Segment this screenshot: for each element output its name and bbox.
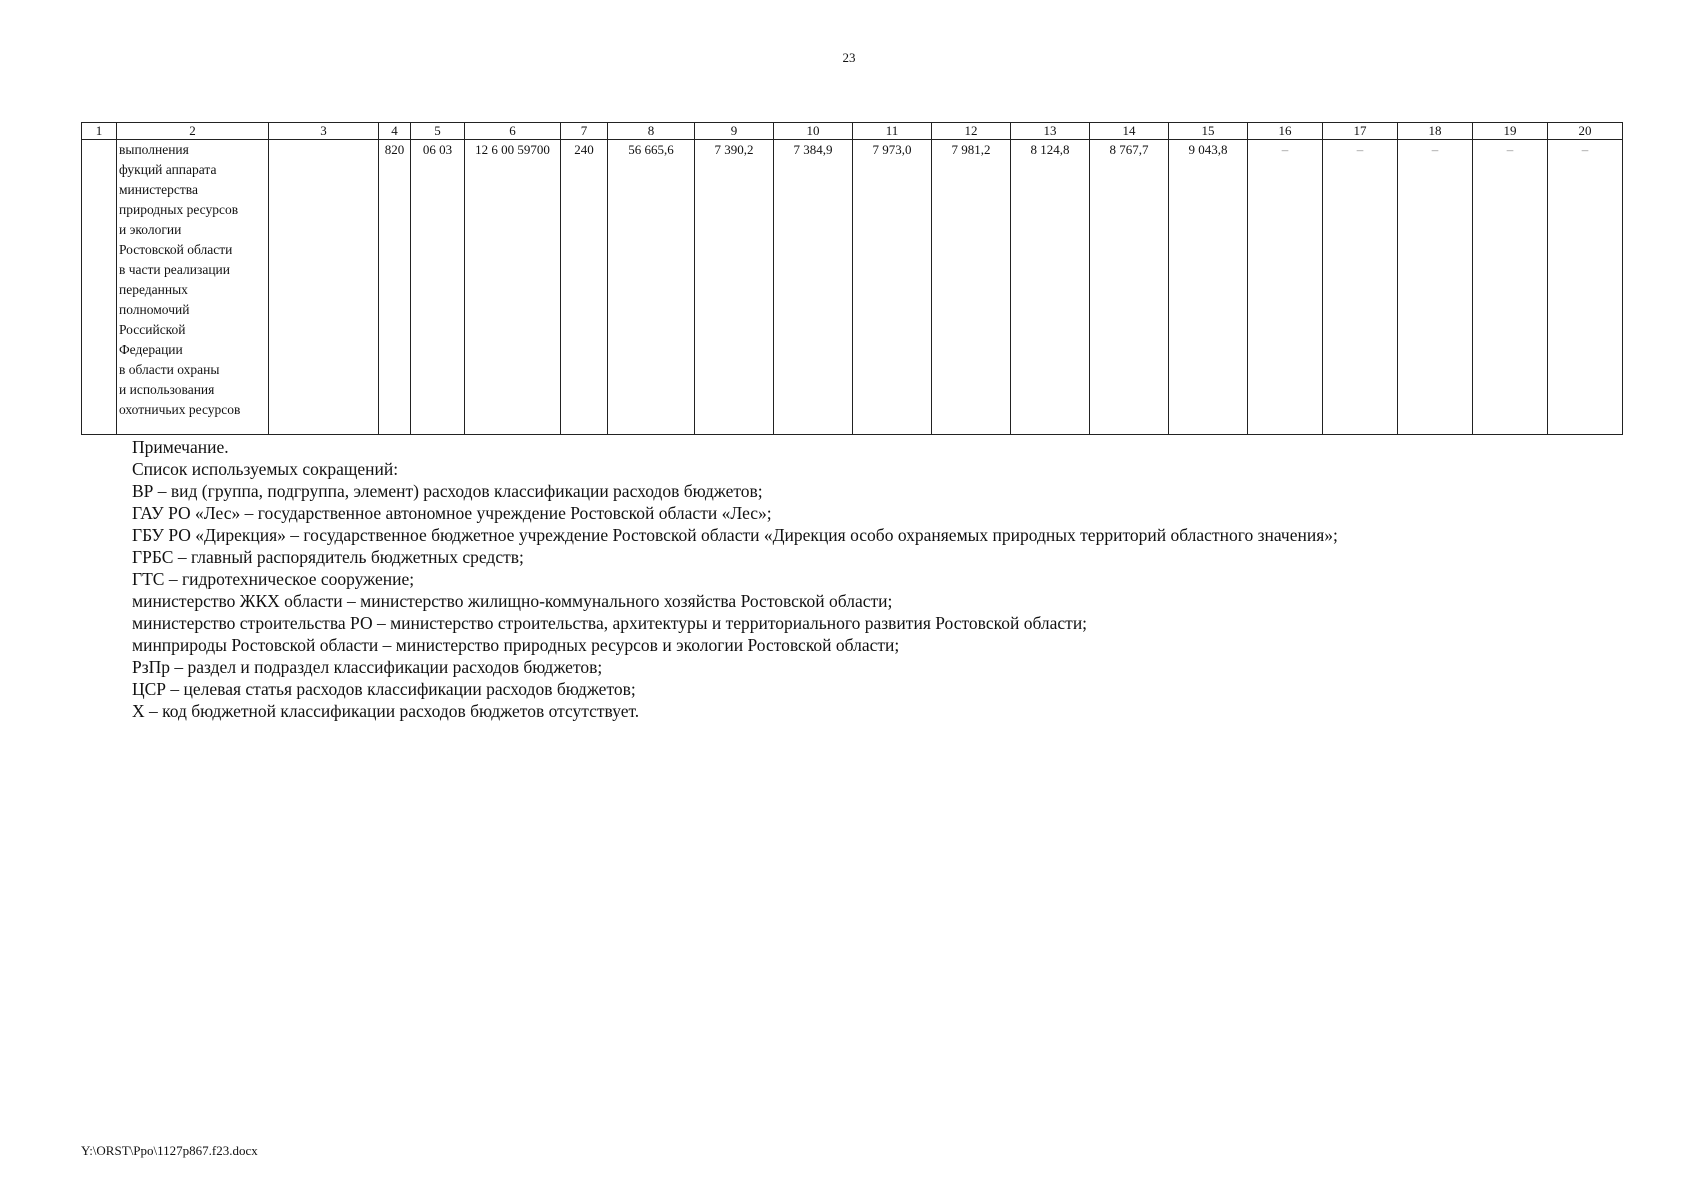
abbreviation-item: минприроды Ростовской области – министерство природных ресурсов и экологии Ростовской области; — [132, 635, 900, 655]
abbreviation-item: ЦСР – целевая статья расходов классификации расходов бюджетов; — [132, 679, 636, 699]
cell-year-value: 8 767,7 — [1090, 140, 1169, 435]
notes-section — [132, 436, 1612, 722]
column-header: 11 — [853, 123, 932, 140]
cell-rzpr: 06 03 — [411, 140, 465, 435]
cell-year-value: – — [1548, 140, 1623, 435]
cell-year-value: 7 384,9 — [774, 140, 853, 435]
budget-table — [81, 122, 1623, 435]
cell-description: выполнения фукций аппарата министерства природных ресурсов и экологии Ростовской области в части реализации переданных полномочий Российской Федерации в области охраны и использования охотничьих ресурсов — [117, 140, 269, 435]
column-header: 14 — [1090, 123, 1169, 140]
column-header: 4 — [379, 123, 411, 140]
cell-year-value: 7 390,2 — [695, 140, 774, 435]
abbreviation-item: ГБУ РО «Дирекция» – государственное бюджетное учреждение Ростовской области «Дирекция особо охраняемых природных территорий областного значения»; — [132, 525, 1338, 545]
cell-year-value: – — [1473, 140, 1548, 435]
cell-number — [82, 140, 117, 435]
column-header: 12 — [932, 123, 1011, 140]
column-header: 13 — [1011, 123, 1090, 140]
cell-year-value: – — [1323, 140, 1398, 435]
abbreviation-item: РзПр – раздел и подраздел классификации расходов бюджетов; — [132, 657, 603, 677]
column-header: 18 — [1398, 123, 1473, 140]
column-header: 6 — [465, 123, 561, 140]
abbreviation-item: ГАУ РО «Лес» – государственное автономное учреждение Ростовской области «Лес»; — [132, 503, 772, 523]
column-header: 17 — [1323, 123, 1398, 140]
notes-title: Примечание. — [132, 437, 229, 457]
column-header: 9 — [695, 123, 774, 140]
cell-year-value: 7 981,2 — [932, 140, 1011, 435]
cell-grbs: 820 — [379, 140, 411, 435]
cell-year-value: – — [1248, 140, 1323, 435]
column-header: 19 — [1473, 123, 1548, 140]
column-header: 1 — [82, 123, 117, 140]
cell-year-value: 9 043,8 — [1169, 140, 1248, 435]
abbreviation-item: ГРБС – главный распорядитель бюджетных средств; — [132, 547, 524, 567]
column-header: 5 — [411, 123, 465, 140]
abbreviation-item: министерство ЖКХ области – министерство жилищно-коммунального хозяйства Ростовской области; — [132, 591, 893, 611]
column-header: 20 — [1548, 123, 1623, 140]
cell-total: 56 665,6 — [608, 140, 695, 435]
abbreviation-item: Х – код бюджетной классификации расходов бюджетов отсутствует. — [132, 701, 640, 721]
table-row — [82, 140, 1623, 435]
file-path-footer: Y:\ORST\Ppo\1127p867.f23.docx — [81, 1143, 258, 1158]
column-header: 3 — [269, 123, 379, 140]
column-header: 16 — [1248, 123, 1323, 140]
cell-csr: 12 6 00 59700 — [465, 140, 561, 435]
notes-subtitle: Список используемых сокращений: — [132, 459, 399, 479]
column-header: 8 — [608, 123, 695, 140]
table-header-row — [82, 123, 1623, 140]
cell-program — [269, 140, 379, 435]
column-header: 15 — [1169, 123, 1248, 140]
abbreviation-item: ВР – вид (группа, подгруппа, элемент) расходов классификации расходов бюджетов; — [132, 481, 763, 501]
column-header: 2 — [117, 123, 269, 140]
cell-year-value: 7 973,0 — [853, 140, 932, 435]
cell-vr: 240 — [561, 140, 608, 435]
cell-year-value: 8 124,8 — [1011, 140, 1090, 435]
abbreviation-item: министерство строительства РО – министерство строительства, архитектуры и территориального развития Ростовской области; — [132, 613, 1088, 633]
cell-year-value: – — [1398, 140, 1473, 435]
abbreviation-item: ГТС – гидротехническое сооружение; — [132, 569, 415, 589]
page-number: 23 — [842, 50, 856, 65]
column-header: 10 — [774, 123, 853, 140]
column-header: 7 — [561, 123, 608, 140]
